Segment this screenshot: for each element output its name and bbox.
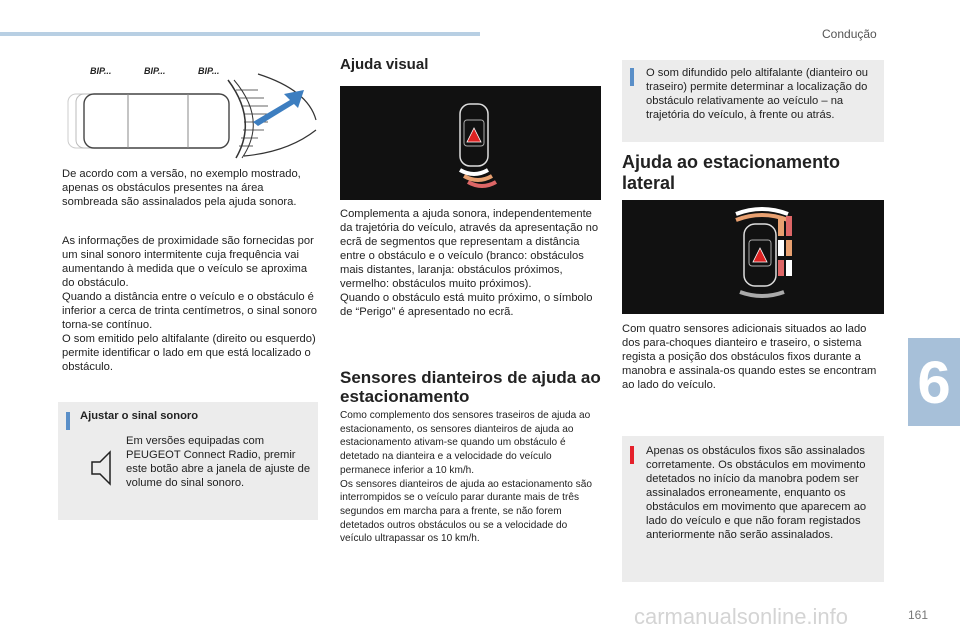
paragraph: Quando a distância entre o veículo e o obstáculo é inferior a cerca de trinta centímetros, o sinal sonoro torna-se contínuo. bbox=[62, 291, 317, 331]
lateral-text: Com quatro sensores adicionais situados ao lado dos para-choques dianteiro e traseiro, o sistema regista a posição dos obstáculos fixos durante a manobra e assinala-os quando estes se encontram ao lado do veículo. bbox=[622, 323, 877, 391]
paragraph: O som emitido pelo altifalante (direito ou esquerdo) permite identificar o lado em que está localizado o obstáculo. bbox=[62, 333, 316, 373]
visual-aid-text bbox=[340, 207, 602, 319]
info-box-text: O som difundido pelo altifalante (dianteiro ou traseiro) permite determinar a localização do obstáculo relativamente ao veículo – na trajetória do veículo, à frente ou atrás. bbox=[646, 67, 869, 121]
danger-triangle-icon bbox=[467, 128, 481, 142]
heading-lateral: Ajuda ao estacionamento lateral bbox=[622, 152, 841, 193]
bip-label: BIP... bbox=[198, 66, 220, 76]
lateral-aid-image bbox=[622, 200, 884, 314]
bip-label: BIP... bbox=[90, 66, 112, 76]
chapter-tab: 6 bbox=[908, 338, 960, 426]
info-box-speaker bbox=[622, 60, 884, 142]
header-rule bbox=[0, 32, 480, 36]
warning-exclamation-icon bbox=[630, 446, 634, 464]
warning-text: Apenas os obstáculos fixos são assinalados corretamente. Os obstáculos em movimento detetados no início da manobra podem ser assinalados erroneamente, enquanto os obstáculos em movimento que aparecem ao lado do veículo e que não foram registados anteriormente não serão assinalados. bbox=[646, 445, 867, 541]
page-number: 161 bbox=[908, 608, 929, 622]
heading-front-sensors: Sensores dianteiros de ajuda ao estacionamento bbox=[340, 368, 601, 406]
info-box-title: Ajustar o sinal sonoro bbox=[80, 410, 199, 422]
paragraph: Os sensores dianteiros de ajuda ao estacionamento são interrompidos se o veículo parar durante mais de três segundos em marcha para a frente, se não forem detetados outros obstáculos ou se a velocidade do veículo ultrapassar os 10 km/h. bbox=[340, 478, 592, 545]
visual-aid-image bbox=[340, 86, 601, 200]
info-box-text: Em versões equipadas com PEUGEOT Connect Radio, premir este botão abre a janela de ajuste de volume do sinal sonoro. bbox=[126, 435, 311, 489]
paragraph: Como complemento dos sensores traseiros de ajuda ao estacionamento, os sensores dianteiros de ajuda ao estacionamento ativam-se quando um obstáculo é detetado na dianteira e a velocidade do veículo permanece inferior a 10 km/h. bbox=[340, 410, 591, 476]
bip-label: BIP... bbox=[144, 66, 166, 76]
paragraph: Quando o obstáculo está muito próximo, o símbolo de “Perigo” é apresentado no ecrã. bbox=[340, 292, 593, 318]
warning-box bbox=[622, 436, 884, 582]
heading-visual-aid: Ajuda visual bbox=[340, 56, 429, 73]
info-box-sound bbox=[58, 402, 318, 520]
front-sensors-text bbox=[340, 409, 602, 546]
intro-text bbox=[62, 167, 318, 209]
section-label: Condução bbox=[822, 27, 877, 41]
info-bar-icon bbox=[66, 412, 70, 430]
speaker-icon bbox=[88, 448, 118, 488]
rear-sensor-illustration bbox=[58, 60, 320, 160]
info-bar-icon bbox=[630, 68, 634, 86]
paragraph: Complementa a ajuda sonora, independentemente da trajetória do veículo, através da apresentação no ecrã de segmentos que representam a distância entre o obstáculo e o veículo (branco: obstáculos mais distantes, laranja: obstáculos próximos, vermelho: obstáculos muito próximos). bbox=[340, 208, 599, 290]
paragraph: De acordo com a versão, no exemplo mostrado, apenas os obstáculos presentes na área sombreada são assinalados pela ajuda sonora. bbox=[62, 168, 301, 208]
proximity-text bbox=[62, 234, 318, 374]
paragraph: As informações de proximidade são fornecidas por um sinal sonoro intermitente cuja frequência vai aumentando à medida que o veículo se aproxima do obstáculo. bbox=[62, 235, 314, 289]
watermark: carmanualsonline.info bbox=[634, 604, 849, 629]
